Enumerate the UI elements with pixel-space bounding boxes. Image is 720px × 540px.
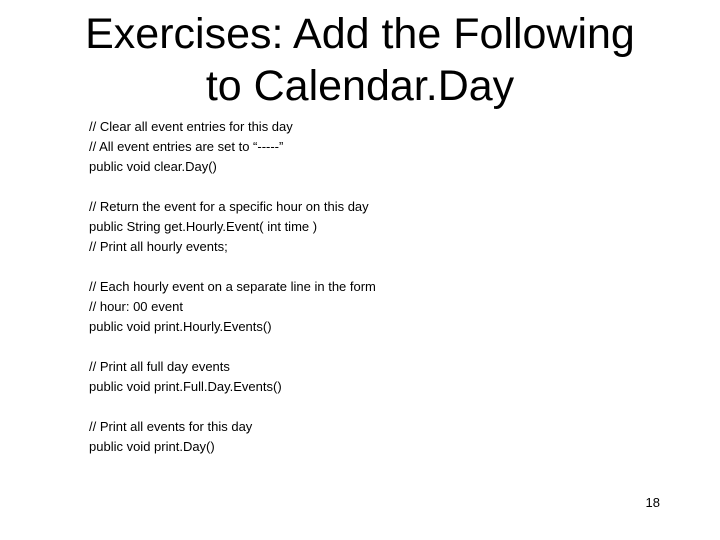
- code-block-clear-day: [89, 117, 649, 177]
- code-line: // Return the event for a specific hour on this day: [89, 199, 369, 214]
- code-line: // All event entries are set to “-----”: [89, 139, 284, 154]
- code-line: // Print all events for this day: [89, 419, 253, 434]
- code-block-print-full-day-events: [89, 357, 649, 397]
- code-block-print-hourly-events: [89, 277, 649, 337]
- code-line: // Clear all event entries for this day: [89, 119, 293, 134]
- code-line: // Print all full day events: [89, 359, 230, 374]
- code-line: public void print.Day(): [89, 439, 215, 454]
- code-line: public String get.Hourly.Event( int time ): [89, 219, 318, 234]
- code-line: public void clear.Day(): [89, 159, 217, 174]
- slide-title: [0, 8, 720, 112]
- code-line: public void print.Hourly.Events(): [89, 319, 272, 334]
- code-block-print-day: [89, 417, 649, 457]
- code-line: // Print all hourly events;: [89, 239, 228, 254]
- title-line-1: Exercises: Add the Following: [85, 10, 635, 58]
- page-number: 18: [645, 495, 660, 510]
- slide-content: [89, 117, 649, 477]
- title-line-2: to Calendar.Day: [205, 62, 515, 110]
- code-block-get-hourly-event: [89, 197, 649, 257]
- code-line: public void print.Full.Day.Events(): [89, 379, 282, 394]
- code-line: // Each hourly event on a separate line in the form: [89, 279, 376, 294]
- code-line: // hour: 00 event: [89, 299, 183, 314]
